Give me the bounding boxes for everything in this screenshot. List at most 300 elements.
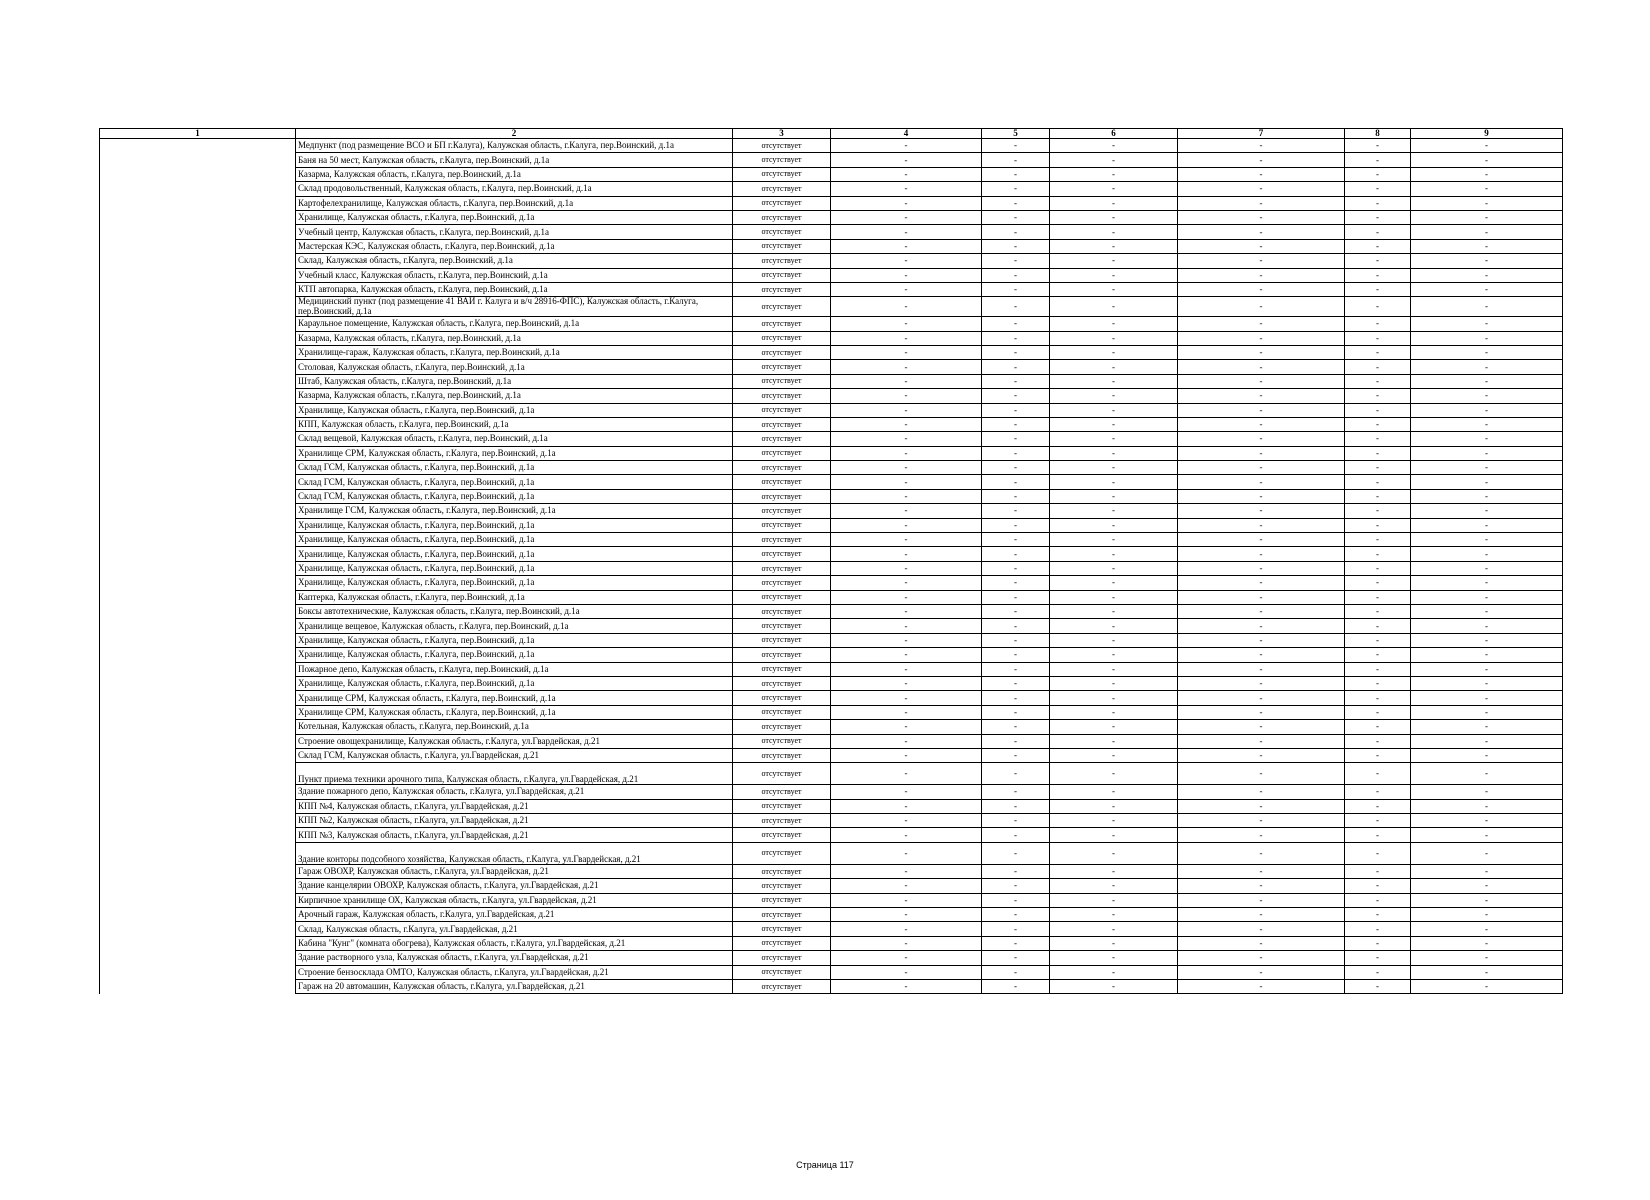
table-row xyxy=(100,239,1563,253)
object-name-cell: Хранилище вещевое, Калужская область, г.Калуга, пер.Воинский, д.1а xyxy=(296,619,733,633)
column-4-cell: - xyxy=(831,619,982,633)
column-9-cell: - xyxy=(1411,317,1563,331)
table-row xyxy=(100,734,1563,748)
column-9-cell: - xyxy=(1411,446,1563,460)
column-6-cell: - xyxy=(1050,446,1178,460)
status-cell: отсутствует xyxy=(733,446,831,460)
column-5-cell: - xyxy=(982,676,1050,690)
column-7-cell: - xyxy=(1178,604,1345,618)
column-7-cell: - xyxy=(1178,590,1345,604)
row-index-cell xyxy=(100,374,296,388)
column-7-cell: - xyxy=(1178,297,1345,317)
status-cell: отсутствует xyxy=(733,922,831,936)
status-cell: отсутствует xyxy=(733,648,831,662)
column-6-cell: - xyxy=(1050,936,1178,950)
table-row xyxy=(100,504,1563,518)
column-5-cell: - xyxy=(982,879,1050,893)
status-cell: отсутствует xyxy=(733,662,831,676)
object-name-cell: Склад ГСМ, Калужская область, г.Калуга, пер.Воинский, д.1а xyxy=(296,489,733,503)
row-index-cell xyxy=(100,446,296,460)
status-cell: отсутствует xyxy=(733,748,831,762)
column-8-cell: - xyxy=(1345,432,1411,446)
column-5-cell: - xyxy=(982,705,1050,719)
column-9-cell: - xyxy=(1411,254,1563,268)
column-6-cell: - xyxy=(1050,965,1178,979)
column-header-9: 9 xyxy=(1411,129,1563,139)
column-6-cell: - xyxy=(1050,676,1178,690)
column-4-cell: - xyxy=(831,576,982,590)
column-8-cell: - xyxy=(1345,182,1411,196)
column-4-cell: - xyxy=(831,504,982,518)
column-9-cell: - xyxy=(1411,282,1563,296)
column-5-cell: - xyxy=(982,979,1050,993)
table-row xyxy=(100,254,1563,268)
column-5-cell: - xyxy=(982,282,1050,296)
column-4-cell: - xyxy=(831,676,982,690)
column-9-cell: - xyxy=(1411,951,1563,965)
row-index-cell xyxy=(100,504,296,518)
column-9-cell: - xyxy=(1411,908,1563,922)
status-cell: отсутствует xyxy=(733,153,831,167)
column-9-cell: - xyxy=(1411,475,1563,489)
column-8-cell: - xyxy=(1345,489,1411,503)
column-4-cell: - xyxy=(831,691,982,705)
column-8-cell: - xyxy=(1345,389,1411,403)
column-7-cell: - xyxy=(1178,331,1345,345)
object-name-cell: Медпункт (под размещение ВСО и БП г.Калуга), Калужская область, г.Калуга, пер.Воинский, д.1а xyxy=(296,139,733,153)
column-4-cell: - xyxy=(831,317,982,331)
column-7-cell: - xyxy=(1178,814,1345,828)
table-row xyxy=(100,814,1563,828)
column-7-cell: - xyxy=(1178,475,1345,489)
column-8-cell: - xyxy=(1345,893,1411,907)
column-9-cell: - xyxy=(1411,210,1563,224)
column-5-cell: - xyxy=(982,662,1050,676)
object-name-cell: Хранилище, Калужская область, г.Калуга, пер.Воинский, д.1а xyxy=(296,547,733,561)
column-6-cell: - xyxy=(1050,842,1178,864)
object-name-cell: Пункт приема техники арочного типа, Калужская область, г.Калуга, ул.Гвардейская, д.21 xyxy=(296,763,733,785)
row-index-cell xyxy=(100,475,296,489)
column-9-cell: - xyxy=(1411,360,1563,374)
column-7-cell: - xyxy=(1178,676,1345,690)
column-8-cell: - xyxy=(1345,720,1411,734)
column-5-cell: - xyxy=(982,210,1050,224)
row-index-cell xyxy=(100,648,296,662)
status-cell: отсутствует xyxy=(733,432,831,446)
row-index-cell xyxy=(100,893,296,907)
column-8-cell: - xyxy=(1345,518,1411,532)
column-5-cell: - xyxy=(982,561,1050,575)
column-9-cell: - xyxy=(1411,893,1563,907)
column-9-cell: - xyxy=(1411,879,1563,893)
table-row xyxy=(100,576,1563,590)
object-name-cell: Здание растворного узла, Калужская область, г.Калуга, ул.Гвардейская, д.21 xyxy=(296,951,733,965)
row-index-cell xyxy=(100,604,296,618)
table-row xyxy=(100,374,1563,388)
column-6-cell: - xyxy=(1050,893,1178,907)
column-6-cell: - xyxy=(1050,360,1178,374)
column-7-cell: - xyxy=(1178,893,1345,907)
table-row xyxy=(100,297,1563,317)
column-5-cell: - xyxy=(982,139,1050,153)
table-row xyxy=(100,879,1563,893)
object-name-cell: Баня на 50 мест, Калужская область, г.Калуга, пер.Воинский, д.1а xyxy=(296,153,733,167)
row-index-cell xyxy=(100,979,296,993)
column-4-cell: - xyxy=(831,763,982,785)
column-7-cell: - xyxy=(1178,879,1345,893)
column-5-cell: - xyxy=(982,965,1050,979)
column-7-cell: - xyxy=(1178,489,1345,503)
object-name-cell: Склад, Калужская область, г.Калуга, пер.Воинский, д.1а xyxy=(296,254,733,268)
object-name-cell: Склад, Калужская область, г.Калуга, ул.Гвардейская, д.21 xyxy=(296,922,733,936)
column-header-7: 7 xyxy=(1178,129,1345,139)
column-header-6: 6 xyxy=(1050,129,1178,139)
column-6-cell: - xyxy=(1050,979,1178,993)
column-7-cell: - xyxy=(1178,842,1345,864)
column-5-cell: - xyxy=(982,268,1050,282)
column-5-cell: - xyxy=(982,763,1050,785)
row-index-cell xyxy=(100,360,296,374)
object-name-cell: Здание конторы подсобного хозяйства, Калужская область, г.Калуга, ул.Гвардейская, д.21 xyxy=(296,842,733,864)
table-row xyxy=(100,922,1563,936)
column-8-cell: - xyxy=(1345,533,1411,547)
status-cell: отсутствует xyxy=(733,210,831,224)
column-9-cell: - xyxy=(1411,604,1563,618)
column-4-cell: - xyxy=(831,814,982,828)
column-7-cell: - xyxy=(1178,317,1345,331)
column-4-cell: - xyxy=(831,331,982,345)
row-index-cell xyxy=(100,297,296,317)
table-row xyxy=(100,951,1563,965)
object-name-cell: Хранилище, Калужская область, г.Калуга, пер.Воинский, д.1а xyxy=(296,561,733,575)
column-7-cell: - xyxy=(1178,403,1345,417)
table-row xyxy=(100,547,1563,561)
column-5-cell: - xyxy=(982,489,1050,503)
row-index-cell xyxy=(100,489,296,503)
column-8-cell: - xyxy=(1345,239,1411,253)
column-7-cell: - xyxy=(1178,225,1345,239)
column-6-cell: - xyxy=(1050,879,1178,893)
column-4-cell: - xyxy=(831,297,982,317)
row-index-cell xyxy=(100,763,296,785)
column-9-cell: - xyxy=(1411,561,1563,575)
object-name-cell: КПП №3, Калужская область, г.Калуга, ул.Гвардейская, д.21 xyxy=(296,828,733,842)
column-8-cell: - xyxy=(1345,254,1411,268)
column-7-cell: - xyxy=(1178,951,1345,965)
column-4-cell: - xyxy=(831,705,982,719)
column-9-cell: - xyxy=(1411,705,1563,719)
column-8-cell: - xyxy=(1345,576,1411,590)
table-row xyxy=(100,705,1563,719)
column-9-cell: - xyxy=(1411,720,1563,734)
table-row xyxy=(100,360,1563,374)
row-index-cell xyxy=(100,533,296,547)
table-row xyxy=(100,282,1563,296)
column-8-cell: - xyxy=(1345,590,1411,604)
column-9-cell: - xyxy=(1411,518,1563,532)
column-7-cell: - xyxy=(1178,763,1345,785)
object-name-cell: Хранилище СРМ, Калужская область, г.Калуга, пер.Воинский, д.1а xyxy=(296,446,733,460)
column-6-cell: - xyxy=(1050,297,1178,317)
column-8-cell: - xyxy=(1345,748,1411,762)
row-index-cell xyxy=(100,547,296,561)
column-7-cell: - xyxy=(1178,196,1345,210)
object-name-cell: Склад ГСМ, Калужская область, г.Калуга, пер.Воинский, д.1а xyxy=(296,475,733,489)
status-cell: отсутствует xyxy=(733,576,831,590)
column-4-cell: - xyxy=(831,518,982,532)
column-6-cell: - xyxy=(1050,533,1178,547)
table-row xyxy=(100,139,1563,153)
table-row xyxy=(100,691,1563,705)
object-name-cell: Хранилище ГСМ, Калужская область, г.Калуга, пер.Воинский, д.1а xyxy=(296,504,733,518)
column-6-cell: - xyxy=(1050,720,1178,734)
column-4-cell: - xyxy=(831,139,982,153)
object-name-cell: КПП №4, Калужская область, г.Калуга, ул.Гвардейская, д.21 xyxy=(296,799,733,813)
column-6-cell: - xyxy=(1050,268,1178,282)
column-6-cell: - xyxy=(1050,432,1178,446)
column-5-cell: - xyxy=(982,864,1050,878)
object-name-cell: Хранилище, Калужская область, г.Калуга, пер.Воинский, д.1а xyxy=(296,633,733,647)
object-name-cell: Казарма, Калужская область, г.Калуга, пер.Воинский, д.1а xyxy=(296,389,733,403)
column-4-cell: - xyxy=(831,922,982,936)
status-cell: отсутствует xyxy=(733,893,831,907)
column-7-cell: - xyxy=(1178,239,1345,253)
status-cell: отсутствует xyxy=(733,734,831,748)
column-header-2: 2 xyxy=(296,129,733,139)
column-8-cell: - xyxy=(1345,417,1411,431)
header-row xyxy=(100,129,1563,139)
row-index-cell xyxy=(100,210,296,224)
column-8-cell: - xyxy=(1345,604,1411,618)
column-9-cell: - xyxy=(1411,922,1563,936)
column-4-cell: - xyxy=(831,182,982,196)
row-index-cell xyxy=(100,799,296,813)
column-6-cell: - xyxy=(1050,705,1178,719)
row-index-cell xyxy=(100,590,296,604)
column-5-cell: - xyxy=(982,908,1050,922)
status-cell: отсутствует xyxy=(733,268,831,282)
table-row xyxy=(100,763,1563,785)
object-name-cell: Мастерская КЭС, Калужская область, г.Калуга, пер.Воинский, д.1а xyxy=(296,239,733,253)
column-9-cell: - xyxy=(1411,196,1563,210)
column-8-cell: - xyxy=(1345,268,1411,282)
table-row xyxy=(100,785,1563,799)
column-8-cell: - xyxy=(1345,763,1411,785)
table-row xyxy=(100,389,1563,403)
column-4-cell: - xyxy=(831,842,982,864)
table-row xyxy=(100,432,1563,446)
column-5-cell: - xyxy=(982,225,1050,239)
object-name-cell: Штаб, Калужская область, г.Калуга, пер.Воинский, д.1а xyxy=(296,374,733,388)
status-cell: отсутствует xyxy=(733,374,831,388)
status-cell: отсутствует xyxy=(733,489,831,503)
column-6-cell: - xyxy=(1050,417,1178,431)
row-index-cell xyxy=(100,864,296,878)
table-row xyxy=(100,828,1563,842)
table-row xyxy=(100,475,1563,489)
column-6-cell: - xyxy=(1050,785,1178,799)
table-row xyxy=(100,662,1563,676)
status-cell: отсутствует xyxy=(733,965,831,979)
column-4-cell: - xyxy=(831,360,982,374)
column-4-cell: - xyxy=(831,893,982,907)
object-name-cell: Арочный гараж, Калужская область, г.Калуга, ул.Гвардейская, д.21 xyxy=(296,908,733,922)
column-9-cell: - xyxy=(1411,432,1563,446)
column-4-cell: - xyxy=(831,720,982,734)
column-5-cell: - xyxy=(982,446,1050,460)
status-cell: отсутствует xyxy=(733,720,831,734)
table-row xyxy=(100,461,1563,475)
column-8-cell: - xyxy=(1345,374,1411,388)
column-5-cell: - xyxy=(982,345,1050,359)
row-index-cell xyxy=(100,951,296,965)
column-8-cell: - xyxy=(1345,705,1411,719)
object-name-cell: Хранилище, Калужская область, г.Калуга, пер.Воинский, д.1а xyxy=(296,648,733,662)
column-header-5: 5 xyxy=(982,129,1050,139)
object-name-cell: Картофелехранилище, Калужская область, г.Калуга, пер.Воинский, д.1а xyxy=(296,196,733,210)
column-4-cell: - xyxy=(831,828,982,842)
table-body xyxy=(100,139,1563,994)
status-cell: отсутствует xyxy=(733,676,831,690)
status-cell: отсутствует xyxy=(733,633,831,647)
column-6-cell: - xyxy=(1050,239,1178,253)
column-8-cell: - xyxy=(1345,814,1411,828)
column-6-cell: - xyxy=(1050,282,1178,296)
table-row xyxy=(100,979,1563,993)
column-6-cell: - xyxy=(1050,864,1178,878)
column-8-cell: - xyxy=(1345,403,1411,417)
column-6-cell: - xyxy=(1050,908,1178,922)
row-index-cell xyxy=(100,691,296,705)
status-cell: отсутствует xyxy=(733,331,831,345)
row-index-cell xyxy=(100,518,296,532)
table-row xyxy=(100,720,1563,734)
status-cell: отсутствует xyxy=(733,518,831,532)
column-4-cell: - xyxy=(831,389,982,403)
row-index-cell xyxy=(100,432,296,446)
property-table xyxy=(99,128,1563,994)
column-9-cell: - xyxy=(1411,965,1563,979)
status-cell: отсутствует xyxy=(733,225,831,239)
column-7-cell: - xyxy=(1178,662,1345,676)
row-index-cell xyxy=(100,331,296,345)
table-row xyxy=(100,799,1563,813)
column-8-cell: - xyxy=(1345,345,1411,359)
column-7-cell: - xyxy=(1178,864,1345,878)
column-7-cell: - xyxy=(1178,720,1345,734)
column-5-cell: - xyxy=(982,254,1050,268)
object-name-cell: Хранилище, Калужская область, г.Калуга, пер.Воинский, д.1а xyxy=(296,518,733,532)
column-8-cell: - xyxy=(1345,864,1411,878)
row-index-cell xyxy=(100,662,296,676)
column-5-cell: - xyxy=(982,720,1050,734)
column-4-cell: - xyxy=(831,648,982,662)
column-9-cell: - xyxy=(1411,648,1563,662)
status-cell: отсутствует xyxy=(733,182,831,196)
column-4-cell: - xyxy=(831,799,982,813)
column-9-cell: - xyxy=(1411,828,1563,842)
column-5-cell: - xyxy=(982,331,1050,345)
object-name-cell: Гараж на 20 автомашин, Калужская область, г.Калуга, ул.Гвардейская, д.21 xyxy=(296,979,733,993)
column-7-cell: - xyxy=(1178,167,1345,181)
status-cell: отсутствует xyxy=(733,345,831,359)
status-cell: отсутствует xyxy=(733,389,831,403)
column-4-cell: - xyxy=(831,489,982,503)
status-cell: отсутствует xyxy=(733,239,831,253)
status-cell: отсутствует xyxy=(733,254,831,268)
column-5-cell: - xyxy=(982,619,1050,633)
table-row xyxy=(100,619,1563,633)
column-5-cell: - xyxy=(982,648,1050,662)
object-name-cell: Хранилище, Калужская область, г.Калуга, пер.Воинский, д.1а xyxy=(296,676,733,690)
object-name-cell: Гараж ОВОХР, Калужская область, г.Калуга, ул.Гвардейская, д.21 xyxy=(296,864,733,878)
column-9-cell: - xyxy=(1411,799,1563,813)
row-index-cell xyxy=(100,814,296,828)
column-9-cell: - xyxy=(1411,676,1563,690)
object-name-cell: Склад продовольственный, Калужская область, г.Калуга, пер.Воинский, д.1а xyxy=(296,182,733,196)
row-index-cell xyxy=(100,403,296,417)
column-7-cell: - xyxy=(1178,922,1345,936)
column-4-cell: - xyxy=(831,282,982,296)
column-4-cell: - xyxy=(831,345,982,359)
table-row xyxy=(100,965,1563,979)
column-8-cell: - xyxy=(1345,360,1411,374)
column-7-cell: - xyxy=(1178,345,1345,359)
column-7-cell: - xyxy=(1178,734,1345,748)
column-9-cell: - xyxy=(1411,345,1563,359)
status-cell: отсутствует xyxy=(733,814,831,828)
column-7-cell: - xyxy=(1178,908,1345,922)
column-9-cell: - xyxy=(1411,182,1563,196)
column-header-4: 4 xyxy=(831,129,982,139)
column-5-cell: - xyxy=(982,785,1050,799)
column-6-cell: - xyxy=(1050,648,1178,662)
column-4-cell: - xyxy=(831,748,982,762)
column-5-cell: - xyxy=(982,842,1050,864)
column-7-cell: - xyxy=(1178,432,1345,446)
status-cell: отсутствует xyxy=(733,864,831,878)
column-4-cell: - xyxy=(831,254,982,268)
column-9-cell: - xyxy=(1411,619,1563,633)
column-6-cell: - xyxy=(1050,576,1178,590)
status-cell: отсутствует xyxy=(733,705,831,719)
row-index-cell xyxy=(100,633,296,647)
column-6-cell: - xyxy=(1050,518,1178,532)
column-9-cell: - xyxy=(1411,633,1563,647)
column-6-cell: - xyxy=(1050,633,1178,647)
row-index-cell xyxy=(100,576,296,590)
column-7-cell: - xyxy=(1178,828,1345,842)
column-5-cell: - xyxy=(982,297,1050,317)
column-6-cell: - xyxy=(1050,604,1178,618)
row-index-cell xyxy=(100,389,296,403)
column-5-cell: - xyxy=(982,799,1050,813)
column-9-cell: - xyxy=(1411,936,1563,950)
object-name-cell: Склад ГСМ, Калужская область, г.Калуга, ул.Гвардейская, д.21 xyxy=(296,748,733,762)
table-row xyxy=(100,561,1563,575)
row-index-cell xyxy=(100,167,296,181)
object-name-cell: Здание канцелярии ОВОХР, Калужская область, г.Калуга, ул.Гвардейская, д.21 xyxy=(296,879,733,893)
row-index-cell xyxy=(100,153,296,167)
column-5-cell: - xyxy=(982,576,1050,590)
table-row xyxy=(100,748,1563,762)
row-index-cell xyxy=(100,785,296,799)
status-cell: отсутствует xyxy=(733,417,831,431)
row-index-cell xyxy=(100,417,296,431)
column-8-cell: - xyxy=(1345,951,1411,965)
row-index-cell xyxy=(100,842,296,864)
column-8-cell: - xyxy=(1345,842,1411,864)
